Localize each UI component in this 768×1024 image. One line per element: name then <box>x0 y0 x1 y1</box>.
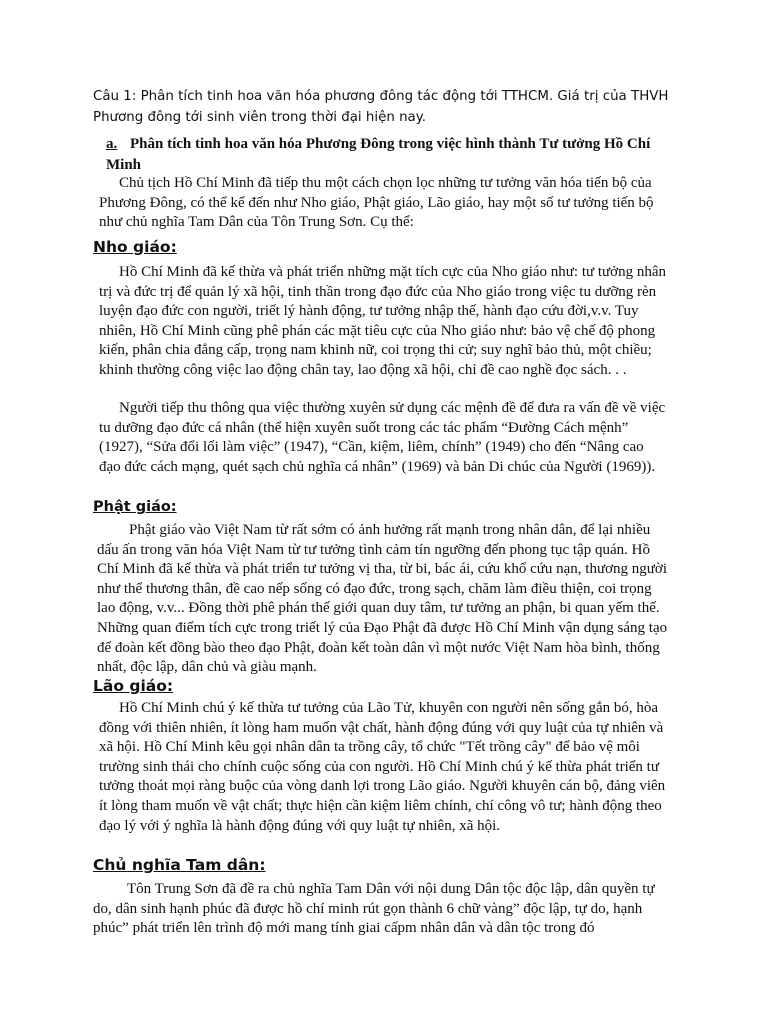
question-text: Câu 1: Phân tích tinh hoa văn hóa phương đông tác động tới TTHCM. Giá trị của THVH Phương đông tới sinh viên trong thời đại hiện nay. <box>93 89 669 125</box>
nho-giao-heading: Nho giáo: <box>93 238 177 256</box>
section-a-marker: a. <box>106 136 118 152</box>
phat-giao-heading: Phật giáo: <box>93 499 177 515</box>
nho-giao-paragraph-1: Hồ Chí Minh đã kế thừa và phát triển những mặt tích cực của Nho giáo như: tư tưởng nhân trị và đức trị để quản lý xã hội, tinh thần trong đạo đức của Nho giáo trong việc tu dưỡng rèn luyện đạo đức con người, triết lý hành động, tư tưởng nhập thế, hành đạo cứu đời,v.v. Tuy nhiên, Hồ Chí Minh cũng phê phán các mặt tiêu cực của Nho giáo như: bảo vệ chế độ phong kiến, phân chia đẳng cấp, trọng nam khinh nữ, coi trọng thi cử; suy nghĩ bảo thủ, một chiều; khinh thường công việc lao động chân tay, lao động xã hội, chỉ đề cao nghề đọc sách. . . <box>99 264 667 378</box>
phat-giao-paragraph: Phật giáo vào Việt Nam từ rất sớm có ảnh hưởng rất mạnh trong nhân dân, để lại nhiều dấu ấn trong văn hóa Việt Nam từ tư tưởng tình cảm tín ngưỡng đến phong tục tập quán. Hồ Chí Minh đã kế thừa và phát triển tư tưởng vị tha, từ bi, bác ái, cứu khổ cứu nạn, thương người như thể thương thân, đề cao nếp sống có đạo đức, trong sạch, chăm làm điều thiện, coi trọng lao động, v.v... Đồng thời phê phán thế giới quan duy tâm, tư tưởng an phận, bi quan yếm thế. Những quan điểm tích cực trong triết lý của Đạo Phật đã được Hồ Chí Minh vận dụng sáng tạo để đoàn kết đồng bào theo đạo Phật, đoàn kết toàn dân vì một nước Việt Nam hòa bình, thống nhất, độc lập, dân chủ và giàu mạnh. <box>97 522 668 676</box>
tam-dan-heading: Chủ nghĩa Tam dân: <box>93 856 266 874</box>
lao-giao-heading: Lão giáo: <box>93 677 174 695</box>
section-a-title: Phân tích tinh hoa văn hóa Phương Đông trong việc hình thành Tư tưởng Hồ Chí Minh <box>106 136 651 173</box>
lao-giao-paragraph: Hồ Chí Minh chú ý kế thừa tư tưởng của Lão Tử, khuyên con người nên sống gắn bó, hòa đồng với thiên nhiên, ít lòng ham muốn vật chất, hành động đúng với quy luật của tự nhiên và xã hội. Hồ Chí Minh kêu gọi nhân dân ta trồng cây, tổ chức "Tết trồng cây" để bảo vệ môi trường sinh thái cho chính cuộc sống của con người. Hồ Chí Minh chú ý kế thừa phát triển tư tưởng thoát mọi ràng buộc của vòng danh lợi trong Lão giáo. Người khuyên cán bộ, đảng viên ít lòng tham muốn về vật chất; thực hiện cần kiệm liêm chính, chí công vô tư; hành động theo đạo lý với ý nghĩa là hành động đúng với quy luật tự nhiên, xã hội. <box>99 700 666 834</box>
section-a-heading <box>106 134 686 176</box>
tam-dan-paragraph: Tôn Trung Sơn đã đề ra chủ nghĩa Tam Dân với nội dung Dân tộc độc lập, dân quyền tự do, dân sinh hạnh phúc đã được hồ chí minh rút gọn thành 6 chữ vàng” độc lập, tự do, hạnh phúc” phát triển lên trình độ mới mang tính giai cấpm nhân dân và dân tộc trong đó <box>93 881 655 937</box>
nho-giao-paragraph-2: Người tiếp thu thông qua việc thường xuyên sử dụng các mệnh đề để đưa ra vấn đề về việc tu dưỡng đạo đức cá nhân (thể hiện xuyên suốt trong các tác phẩm “Đường Cách mệnh” (1927), “Sửa đổi lối làm việc” (1947), “Cần, kiệm, liêm, chính” (1949) cho đến “Nâng cao đạo đức cách mạng, quét sạch chủ nghĩa cá nhân” (1969) và bản Di chúc của Người (1969)). <box>99 400 666 475</box>
intro-paragraph: Chủ tịch Hồ Chí Minh đã tiếp thu một cách chọn lọc những tư tưởng văn hóa tiến bộ của Phương Đông, có thể kể đến như Nho giáo, Phật giáo, Lão giáo, hay một số tư tưởng tiến bộ như chủ nghĩa Tam Dân của Tôn Trung Sơn. Cụ thể: <box>99 175 654 231</box>
